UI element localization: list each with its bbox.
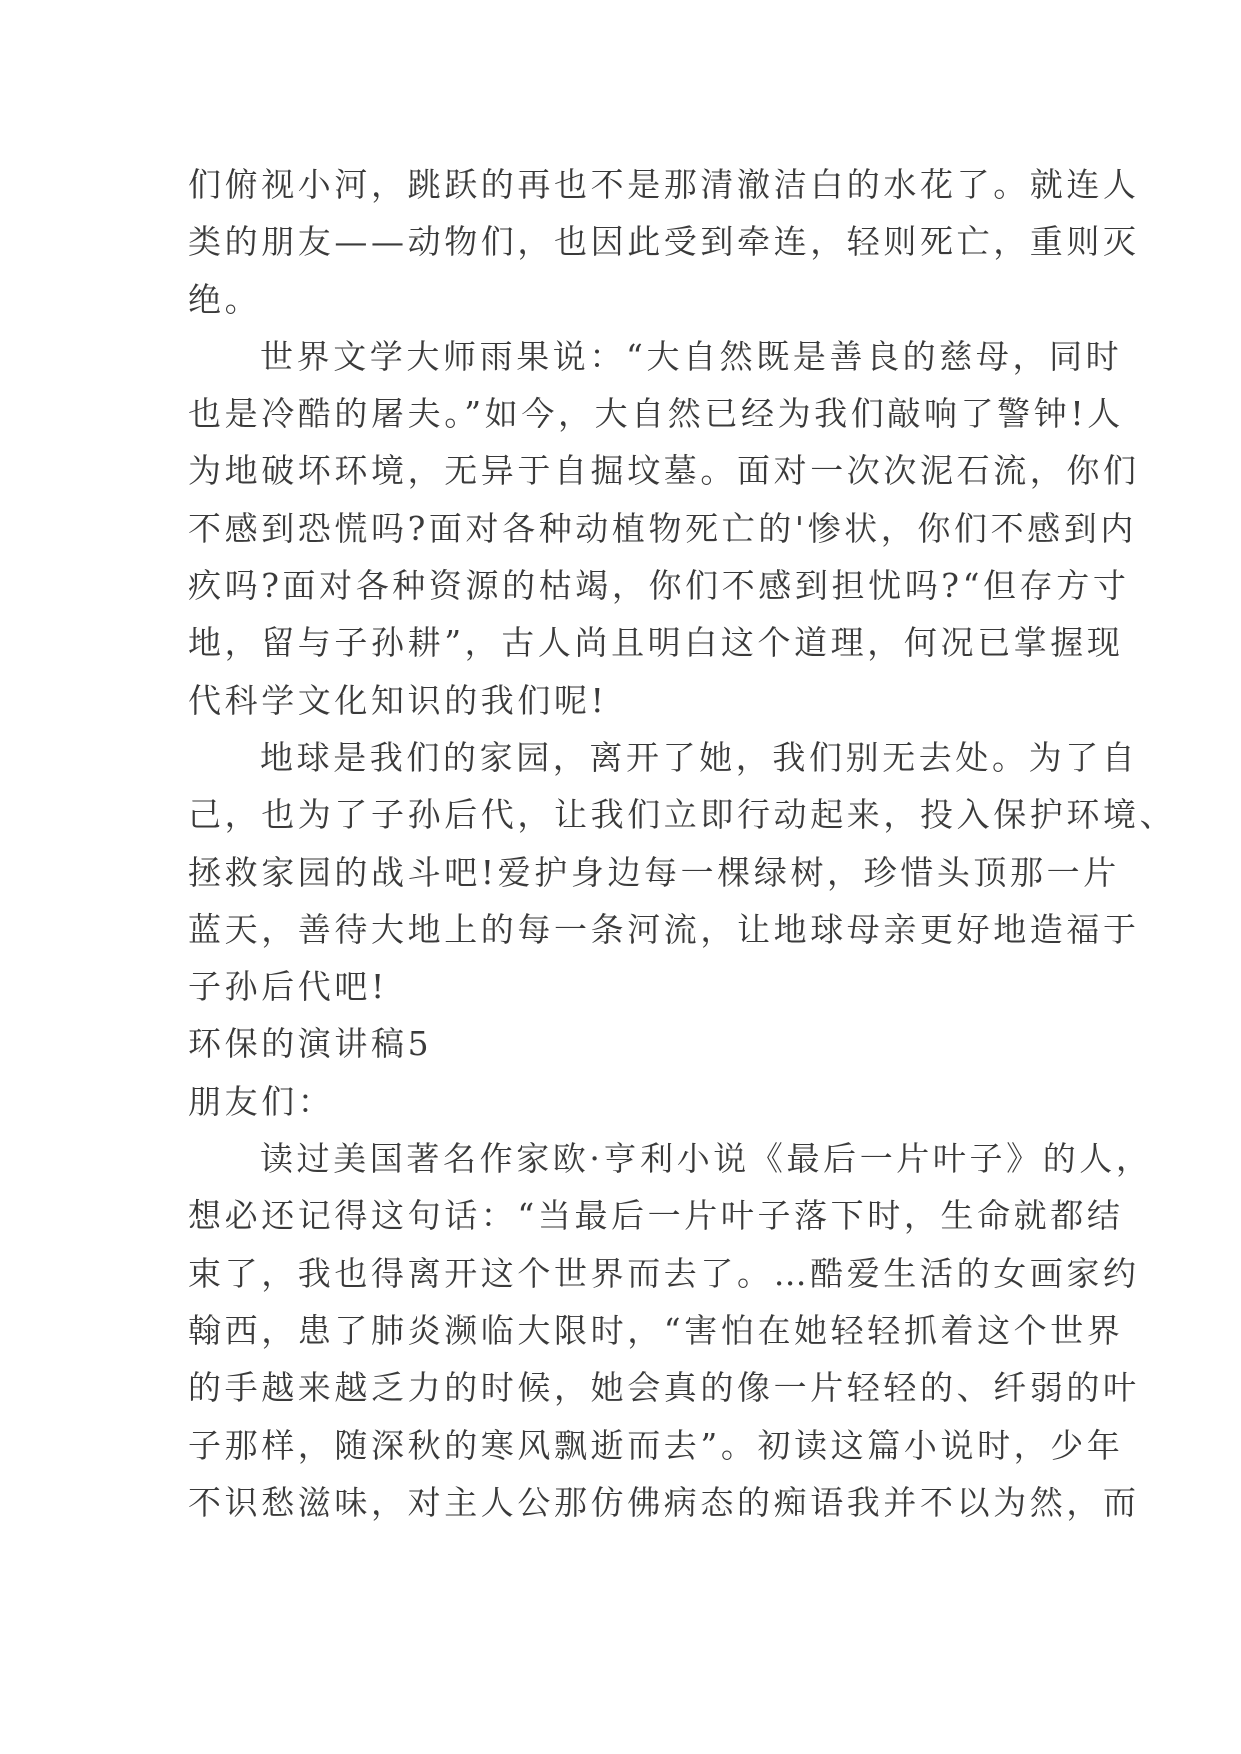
paragraph-first-line: 地球是我们的家园，离开了她，我们别无去处。为了自	[260, 737, 1139, 777]
text-line: 己，也为了子孙后代，让我们立即行动起来，投入保护环境、	[188, 795, 1177, 835]
text-line: 束了，我也得离开这个世界而去了。…酷爱生活的女画家约	[188, 1253, 1140, 1293]
text-line: 想必还记得这句话：“当最后一片叶子落下时，生命就都结	[188, 1196, 1124, 1236]
text-line: 类的朋友——动物们，也因此受到牵连，轻则死亡，重则灭	[188, 222, 1140, 262]
text-line: 蓝天，善待大地上的每一条河流，让地球母亲更好地造福于	[188, 909, 1140, 949]
text-line: 翰西，患了肺炎濒临大限时，“害怕在她轻轻抓着这个世界	[188, 1310, 1124, 1350]
text-line: 的手越来越乏力的时候，她会真的像一片轻轻的、纤弱的叶	[188, 1368, 1140, 1408]
paragraph-first-line: 世界文学大师雨果说：“大自然既是善良的慈母，同时	[260, 336, 1123, 376]
paragraph-first-line: 读过美国著名作家欧·亨利小说《最后一片叶子》的人，	[260, 1139, 1153, 1179]
text-line: 不识愁滋味，对主人公那仿佛病态的痴语我并不以为然，而	[188, 1482, 1140, 1522]
text-line: 为地破坏环境，无异于自掘坟墓。面对一次次泥石流，你们	[188, 451, 1140, 491]
text-line: 拯救家园的战斗吧!爱护身边每一棵绿树，珍惜头顶那一片	[188, 852, 1120, 892]
text-line: 不感到恐慌吗?面对各种动植物死亡的'惨状，你们不感到内	[188, 508, 1137, 548]
text-line: 子孙后代吧!	[188, 967, 388, 1007]
text-line: 环保的演讲稿5	[188, 1024, 433, 1064]
text-line: 朋友们：	[188, 1081, 335, 1121]
text-line: 代科学文化知识的我们呢!	[188, 680, 608, 720]
text-line: 们俯视小河，跳跃的再也不是那清澈洁白的水花了。就连人	[188, 165, 1140, 204]
text-line: 绝。	[188, 279, 262, 319]
document-body	[188, 156, 1177, 1531]
text-line: 子那样，随深秋的寒风飘逝而去”。初读这篇小说时，少年	[188, 1425, 1124, 1465]
text-line: 地，留与子孙耕”，古人尚且明白这个道理，何况已掌握现	[188, 623, 1124, 663]
text-line: 也是冷酷的屠夫。”如今，大自然已经为我们敲响了警钟!人	[188, 394, 1124, 434]
text-line: 疚吗?面对各种资源的枯竭，你们不感到担忧吗?“但存方寸	[188, 566, 1130, 606]
